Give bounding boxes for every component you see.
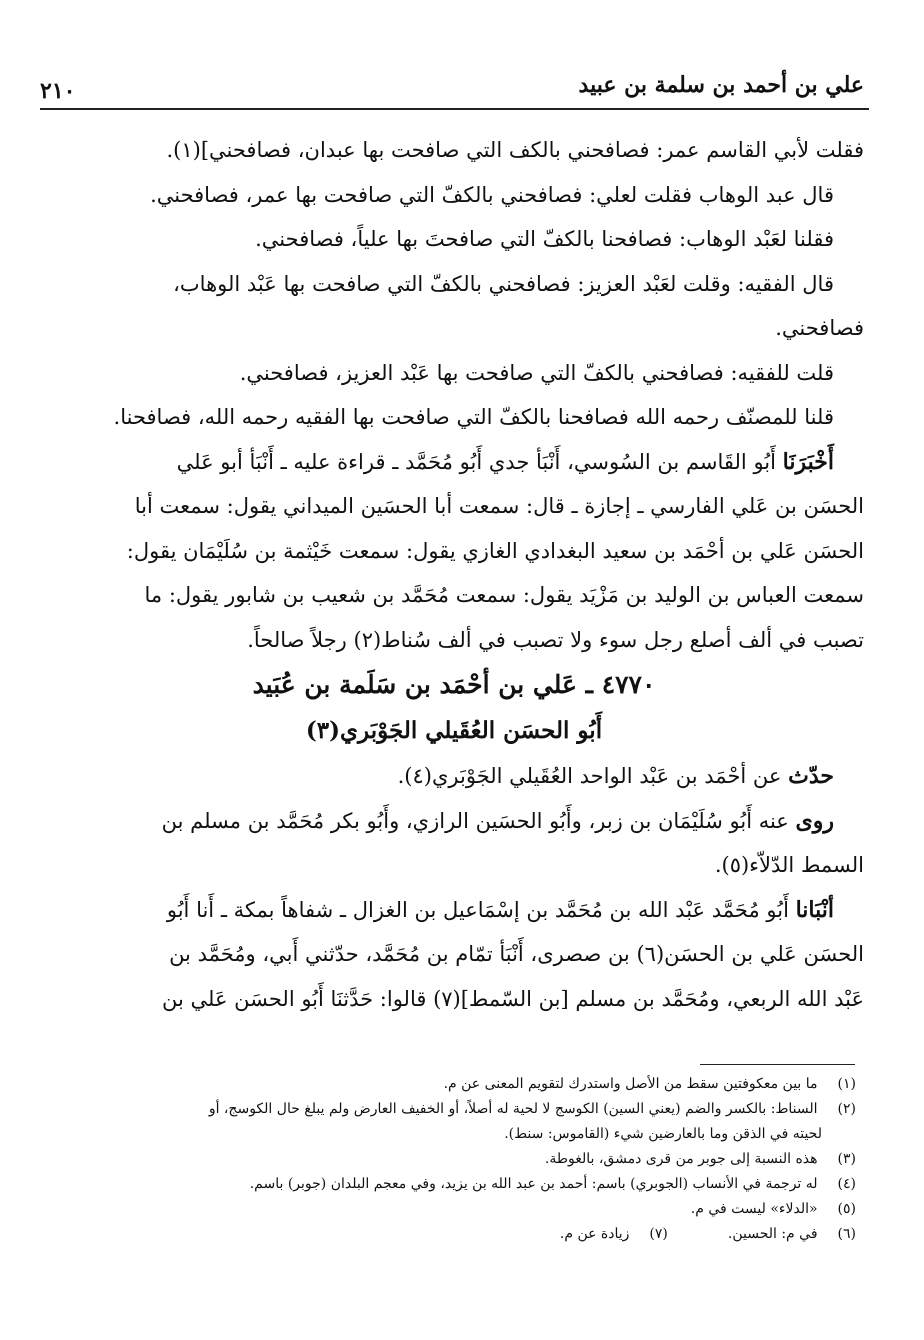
entry-subheading: أَبُو الحسَن العُقَيلي الجَوْبَري(٣)	[305, 717, 603, 744]
footnote-number: (٢)	[837, 1101, 856, 1117]
footnote-pair	[44, 1222, 856, 1247]
rawa-text: عنه أَبُو سُلَيْمَان بن زبر، وأَبُو الحسَين الرازي، وأَبُو بكر مُحَمَّد بن مسلم بن	[161, 808, 789, 833]
isnad-line	[44, 440, 864, 485]
hadath-line	[44, 754, 864, 799]
text-line: فقلت لأبي القاسم عمر: فصافحني بالكف التي صافحت بها عبدان، فصافحني](١).	[166, 138, 864, 162]
footnote-text: «الدلاء» ليست في م.	[690, 1201, 818, 1217]
isnad-text: أَبُو القَاسم بن السُوسي، أَنْبَأ جدي أَبُو مُحَمَّد ـ قراءة عليه ـ أَنْبَأ أبو عَلي	[176, 449, 776, 474]
main-text	[44, 128, 864, 1021]
rawa-line: السمط الدّلاّء(٥).	[714, 853, 864, 877]
footnote-number: (٣)	[837, 1151, 856, 1167]
footnote-text: في م: الحسين.	[727, 1226, 818, 1242]
footnote-number: (١)	[837, 1076, 856, 1092]
isnad-line: تصبب في ألف أصلع رجل سوء ولا تصبب في ألف سُناط(٢) رجلاً صالحاً.	[247, 627, 864, 652]
footnote-number: (٧)	[649, 1226, 668, 1242]
running-title: علي بن أحمد بن سلمة بن عبيد	[578, 72, 864, 98]
text-line: قال عبد الوهاب فقلت لعلي: فصافحني بالكفّ التي صافحت بها عمر، فصافحني.	[150, 182, 834, 207]
footnote-rule	[700, 1064, 855, 1065]
footnotes	[44, 1072, 856, 1247]
rawa-line	[44, 799, 864, 844]
footnote-number: (٦)	[837, 1226, 856, 1242]
text-line: قال الفقيه: وقلت لعَبْد العزيز: فصافحني بالكفّ التي صافحت بها عَبْد الوهاب،	[173, 271, 834, 296]
rawa-keyword: روى	[795, 807, 834, 834]
isnad-line: سمعت العباس بن الوليد بن مَزْيَد يقول: سمعت مُحَمَّد بن شعيب بن شابور يقول: ما	[144, 583, 864, 607]
isnad-line: الحسَن عَلي بن أحْمَد بن سعيد البغدادي الغازي يقول: سمعت خَيْثمة بن سُلَيْمَان يقول:	[126, 538, 864, 563]
text-line: فقلنا لعَبْد الوهاب: فصافحنا بالكفّ التي صافحتَ بها علياً، فصافحني.	[255, 227, 834, 251]
footnote-number: (٤)	[837, 1176, 856, 1192]
isnad-keyword: أَخْبَرَنَا	[782, 448, 834, 475]
page-number: ٢١٠	[40, 78, 76, 104]
footnote-text: زيادة عن م.	[559, 1226, 630, 1242]
anbana-keyword: أنْبَانا	[795, 896, 834, 923]
footnote-continuation: لحيته في الذقن وما بالعارضين شيء (القاموس: سنط).	[504, 1126, 822, 1142]
footnote	[560, 1222, 668, 1247]
anbana-line	[44, 888, 864, 933]
footnote	[44, 1197, 856, 1222]
footnote	[44, 1147, 856, 1172]
footnote	[728, 1222, 856, 1247]
running-header	[40, 66, 864, 108]
hadath-keyword: حدّث	[788, 763, 834, 789]
footnote	[44, 1072, 856, 1097]
footnote	[44, 1172, 856, 1197]
footnote-text: السناط: بالكسر والضم (يعني السين) الكوسج لا لحية له أصلاً، أو الخفيف العارض ولم يبلغ حال الكوسج، أو	[208, 1101, 818, 1117]
anbana-line: عَبْد الله الربعي، ومُحَمَّد بن مسلم [بن السّمط](٧) قالوا: حَدَّثنَا أَبُو الحسَن عَلي بن	[161, 986, 864, 1011]
entry-heading: ٤٧٧٠ ـ عَلي بن أحْمَد بن سَلَمة بن عُبَيد	[252, 670, 656, 699]
anbana-text: أَبُو مُحَمَّد عَبْد الله بن مُحَمَّد بن إسْمَاعيل بن الغزال ـ شفاهاً بمكة ـ أَنا أَبُو	[166, 897, 789, 922]
text-line: قلت للفقيه: فصافحني بالكفّ التي صافحت بها عَبْد العزيز، فصافحني.	[239, 360, 834, 385]
text-line: فصافحني.	[775, 316, 864, 340]
text-line: قلنا للمصنّف رحمه الله فصافحنا بالكفّ التي صافحت بها الفقيه رحمه الله، فصافحنا.	[113, 405, 834, 429]
footnote	[44, 1097, 856, 1122]
footnote-number: (٥)	[837, 1201, 856, 1217]
hadath-text: عن أحْمَد بن عَبْد الواحد العُقَيلي الجَوْبَري(٤).	[397, 764, 782, 788]
anbana-line: الحسَن عَلي بن الحسَن(٦) بن صصرى، أَنْبَأ تمّام بن مُحَمَّد، حدّثني أَبي، ومُحَمَّد بن	[169, 942, 864, 966]
header-rule	[40, 108, 869, 110]
footnote-text: ما بين معكوفتين سقط من الأصل واستدرك لتقويم المعنى عن م.	[443, 1076, 818, 1092]
footnote-text: هذه النسبة إلى جوبر من قرى دمشق، بالغوطة.	[544, 1151, 818, 1167]
isnad-line: الحسَن بن عَلي الفارسي ـ إجازة ـ قال: سمعت أبا الحسَين الميداني يقول: سمعت أبا	[134, 494, 864, 518]
footnote-text: له ترجمة في الأنساب (الجوبري) باسم: أحمد بن عبد الله بن يزيد، وفي معجم البلدان (جوبر) باسم.	[249, 1176, 818, 1192]
